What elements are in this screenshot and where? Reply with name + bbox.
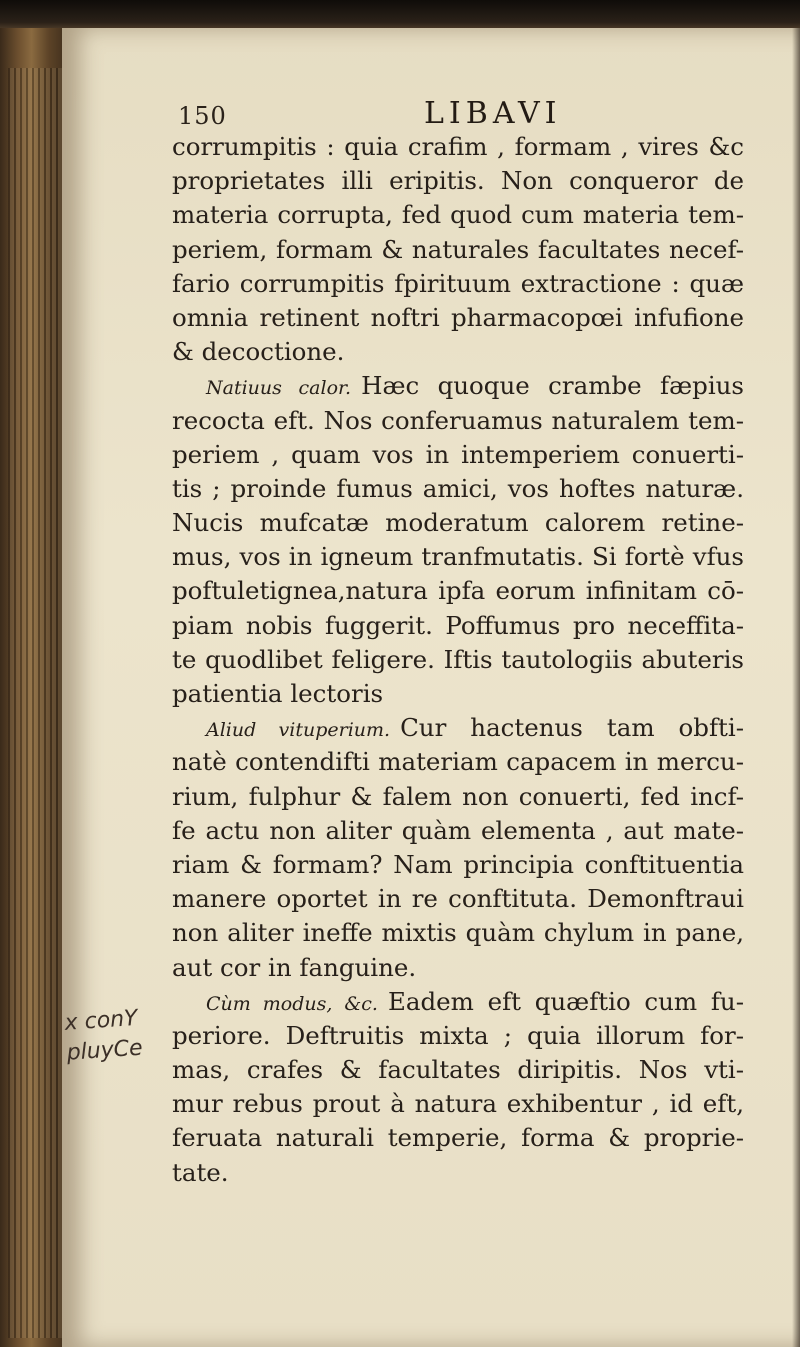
line-text: Eadem eft quæftio cum fu- (387, 986, 744, 1016)
line-text: periem , quam vos in intemperiem conuerti- (172, 439, 744, 469)
line-text: Cur hactenus tam obfti- (400, 713, 744, 743)
line-text: mus, vos in igneum tranfmutatis. Si fortè vfus (172, 542, 744, 572)
line-text: riam & formam? Nam principia conftituentia (172, 849, 744, 879)
line-text: feruata naturali temperie, forma & proprie- (172, 1123, 744, 1153)
line-text: omnia retinent noftri pharmacopœi infufione (172, 302, 744, 332)
line-text: patientia lectoris (172, 679, 384, 708)
text-line (172, 301, 744, 335)
marginalia-line: x conY (63, 1005, 139, 1036)
page-header (178, 96, 738, 132)
line-text: te quodlibet feligere. Iftis tautologiis abuteris (172, 644, 744, 674)
line-text: rium, fulphur & falem non conuerti, fed incf- (172, 781, 744, 811)
line-text: Nucis mufcatæ moderatum calorem retine- (172, 508, 744, 538)
right-edge-shadow (792, 28, 800, 1347)
text-line (172, 1121, 744, 1155)
marginal-caption: Natiuus calor. (206, 377, 352, 400)
text-line (172, 472, 744, 506)
text-line (172, 1087, 744, 1121)
text-line (172, 540, 744, 574)
line-text: periem, formam & naturales facultates necef- (172, 234, 744, 264)
marginal-caption: Cùm modus, &c. (206, 992, 378, 1015)
line-text: piam nobis fuggerit. Poffumus pro neceffita- (172, 610, 744, 640)
text-line (172, 916, 744, 950)
spine-page-edges (8, 68, 63, 1338)
line-text: periore. Deftruitis mixta ; quia illorum for- (172, 1020, 744, 1050)
text-line (172, 369, 744, 403)
line-text: fario corrumpitis fpirituum extractione : quæ (172, 268, 744, 298)
text-line (172, 506, 744, 540)
text-line (172, 1019, 744, 1053)
text-line (172, 848, 744, 882)
text-line (172, 1156, 744, 1190)
text-line (172, 951, 744, 985)
text-line (172, 404, 744, 438)
marginal-caption: Aliud vituperium. (206, 719, 391, 742)
text-line (172, 814, 744, 848)
text-line (172, 198, 744, 232)
text-line (172, 233, 744, 267)
text-line (172, 882, 744, 916)
page-number: 150 (178, 102, 227, 130)
line-text: non aliter ineffe mixtis quàm chylum in pane, (172, 918, 744, 948)
text-line (172, 130, 744, 164)
book-spine (0, 28, 70, 1347)
text-line (172, 643, 744, 677)
line-text: mas, crafes & facultates diripitis. Nos vti- (172, 1055, 744, 1085)
body-text (172, 130, 744, 1190)
text-line (172, 1053, 744, 1087)
text-line (172, 164, 744, 198)
line-text: tis ; proinde fumus amici, vos hoftes naturæ. (172, 473, 744, 503)
text-line (172, 677, 744, 711)
text-line (172, 711, 744, 745)
line-text: natè contendifti materiam capacem in mercu- (172, 747, 744, 777)
running-head: LIBAVI (424, 96, 562, 131)
line-text: recocta eft. Nos conferuamus naturalem tem- (172, 405, 744, 435)
handwritten-marginalia (64, 1001, 179, 1079)
line-text: poftuletignea,natura ipfa eorum infinitam cō- (172, 576, 744, 606)
text-line (172, 438, 744, 472)
text-line (172, 609, 744, 643)
line-text: Hæc quoque crambe fæpius (361, 371, 745, 401)
line-text: & decoctione. (172, 337, 345, 367)
line-text: materia corrupta, fed quod cum materia tem- (172, 200, 744, 230)
line-text: mur rebus prout à natura exhibentur , id eft, (172, 1089, 744, 1119)
line-text: corrumpitis : quia crafim , formam , vires &c (172, 132, 744, 161)
line-text: manere oportet in re conftituta. Demonftraui (172, 884, 744, 914)
marginalia-line: pluyCe (65, 1035, 144, 1066)
text-line (172, 745, 744, 779)
line-text: fe actu non aliter quàm elementa , aut mate- (172, 815, 744, 845)
line-text: proprietates illi eripitis. Non conqueror de (172, 166, 744, 196)
text-line (172, 574, 744, 608)
text-line (172, 267, 744, 301)
text-line (172, 985, 744, 1019)
text-line (172, 335, 744, 369)
line-text: aut cor in fanguine. (172, 952, 417, 982)
line-text: tate. (172, 1157, 229, 1187)
text-line (172, 780, 744, 814)
